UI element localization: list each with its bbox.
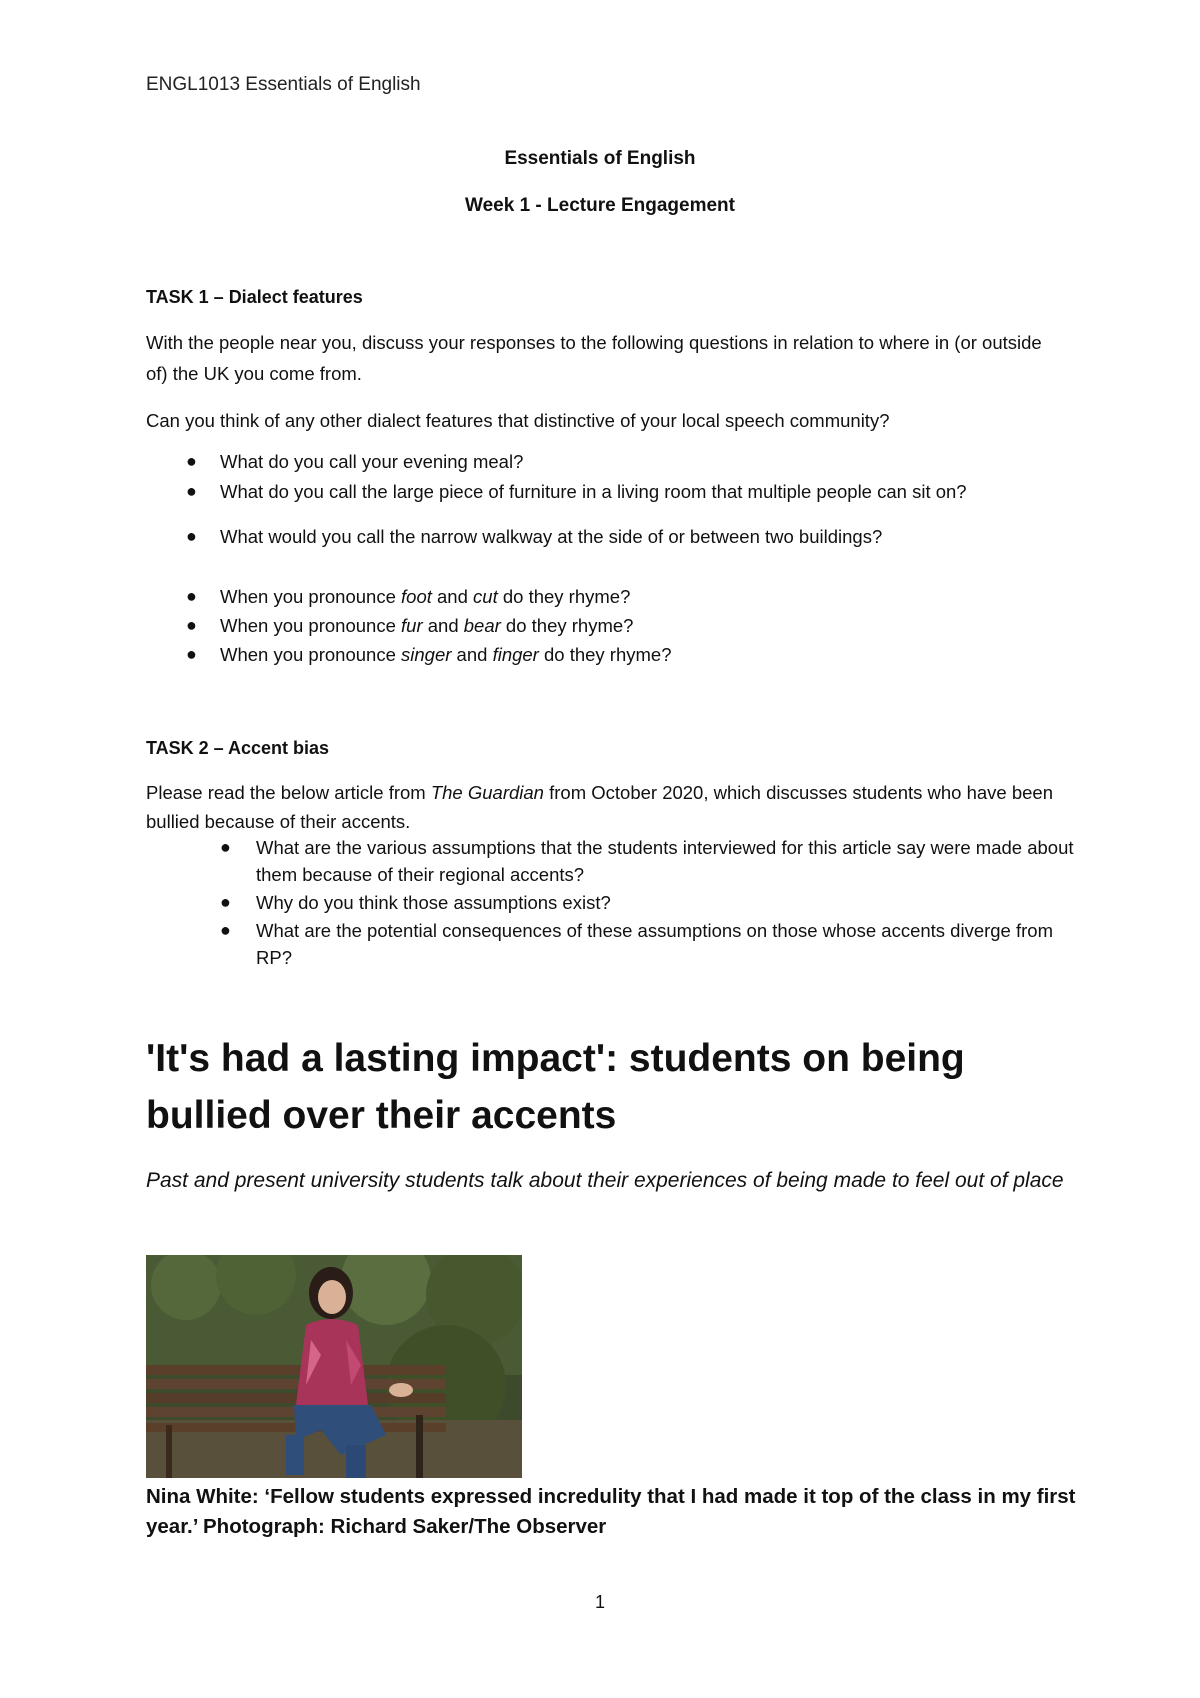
task1-bullet-list — [186, 451, 1100, 556]
bullet-icon: ● — [186, 526, 197, 546]
list-item — [220, 834, 1086, 888]
list-item — [220, 917, 1086, 971]
list-item-text: When you pronounce — [220, 615, 402, 636]
list-item-text: do they rhyme? — [538, 644, 672, 665]
document-subtitle: Week 1 - Lecture Engagement — [465, 195, 735, 216]
example-word: singer — [401, 644, 452, 665]
task2-intro-text: Please read the below article from — [146, 782, 431, 803]
list-item — [186, 481, 1100, 526]
list-item-text: and — [422, 615, 464, 636]
example-word: fur — [401, 615, 423, 636]
bullet-icon: ● — [186, 586, 197, 606]
example-word: finger — [492, 644, 539, 665]
task2-intro — [146, 778, 1066, 836]
list-item-text: When you pronounce — [220, 586, 402, 607]
page-number: 1 — [594, 1592, 605, 1612]
list-item-text: What are the potential consequences of these assumptions on those whose accents diverge from RP? — [256, 920, 1053, 968]
task1-question: Can you think of any other dialect features that distinctive of your local speech community? — [146, 410, 890, 431]
list-item-text: Why do you think those assumptions exist? — [256, 892, 611, 913]
bullet-icon: ● — [186, 451, 197, 471]
list-item — [186, 586, 1100, 615]
source-name: The Guardian — [430, 782, 544, 803]
article-standfirst: Past and present university students talk about their experiences of being made to feel out of place — [146, 1169, 1064, 1192]
task2-heading: TASK 2 – Accent bias — [146, 738, 330, 758]
bullet-icon: ● — [186, 481, 197, 501]
list-item — [186, 526, 1100, 556]
example-word: cut — [473, 586, 498, 607]
bullet-icon: ● — [186, 615, 197, 635]
list-item-text: do they rhyme? — [497, 586, 631, 607]
list-item-text: What would you call the narrow walkway at the side of or between two buildings? — [220, 526, 883, 547]
bullet-icon: ● — [220, 920, 231, 940]
list-item-text: and — [451, 644, 493, 665]
bullet-icon: ● — [220, 837, 231, 857]
list-item-text: and — [431, 586, 474, 607]
list-item-text: What do you call the large piece of furniture in a living room that multiple people can sit on? — [220, 481, 967, 502]
list-item — [186, 451, 1100, 481]
list-item — [186, 615, 1100, 644]
photo-illustration — [146, 1255, 522, 1478]
article-photo — [146, 1255, 522, 1478]
task2-bullet-list — [220, 834, 1086, 971]
list-item-text: What do you call your evening meal? — [220, 451, 524, 472]
running-header: ENGL1013 Essentials of English — [146, 74, 421, 95]
list-item-text: do they rhyme? — [500, 615, 634, 636]
list-item-text: What are the various assumptions that the students interviewed for this article say were made about them because of their regional accents? — [256, 837, 1074, 885]
task1-heading: TASK 1 – Dialect features — [146, 287, 363, 307]
list-item — [220, 889, 1086, 916]
article-title: 'It's had a lasting impact': students on being bullied over their accents — [146, 1037, 965, 1137]
task2-intro-text: from October 2020, which discusses students who have been bullied because of their accents. — [146, 782, 1053, 832]
list-item-text: When you pronounce — [220, 644, 402, 665]
bullet-icon: ● — [186, 644, 197, 664]
example-word: bear — [463, 615, 501, 636]
task1-intro: With the people near you, discuss your responses to the following questions in relation to where in (or outside of) the UK you come from. — [146, 332, 1042, 384]
photo-caption: Nina White: ‘Fellow students expressed incredulity that I had made it top of the class in my first year.’ Photograph: Richard Saker/The Observer — [146, 1485, 1076, 1538]
example-word: foot — [401, 586, 432, 607]
task1-rhyme-list — [186, 586, 1100, 673]
bullet-icon: ● — [220, 892, 231, 912]
document-title: Essentials of English — [504, 148, 696, 169]
list-item — [186, 644, 1100, 673]
